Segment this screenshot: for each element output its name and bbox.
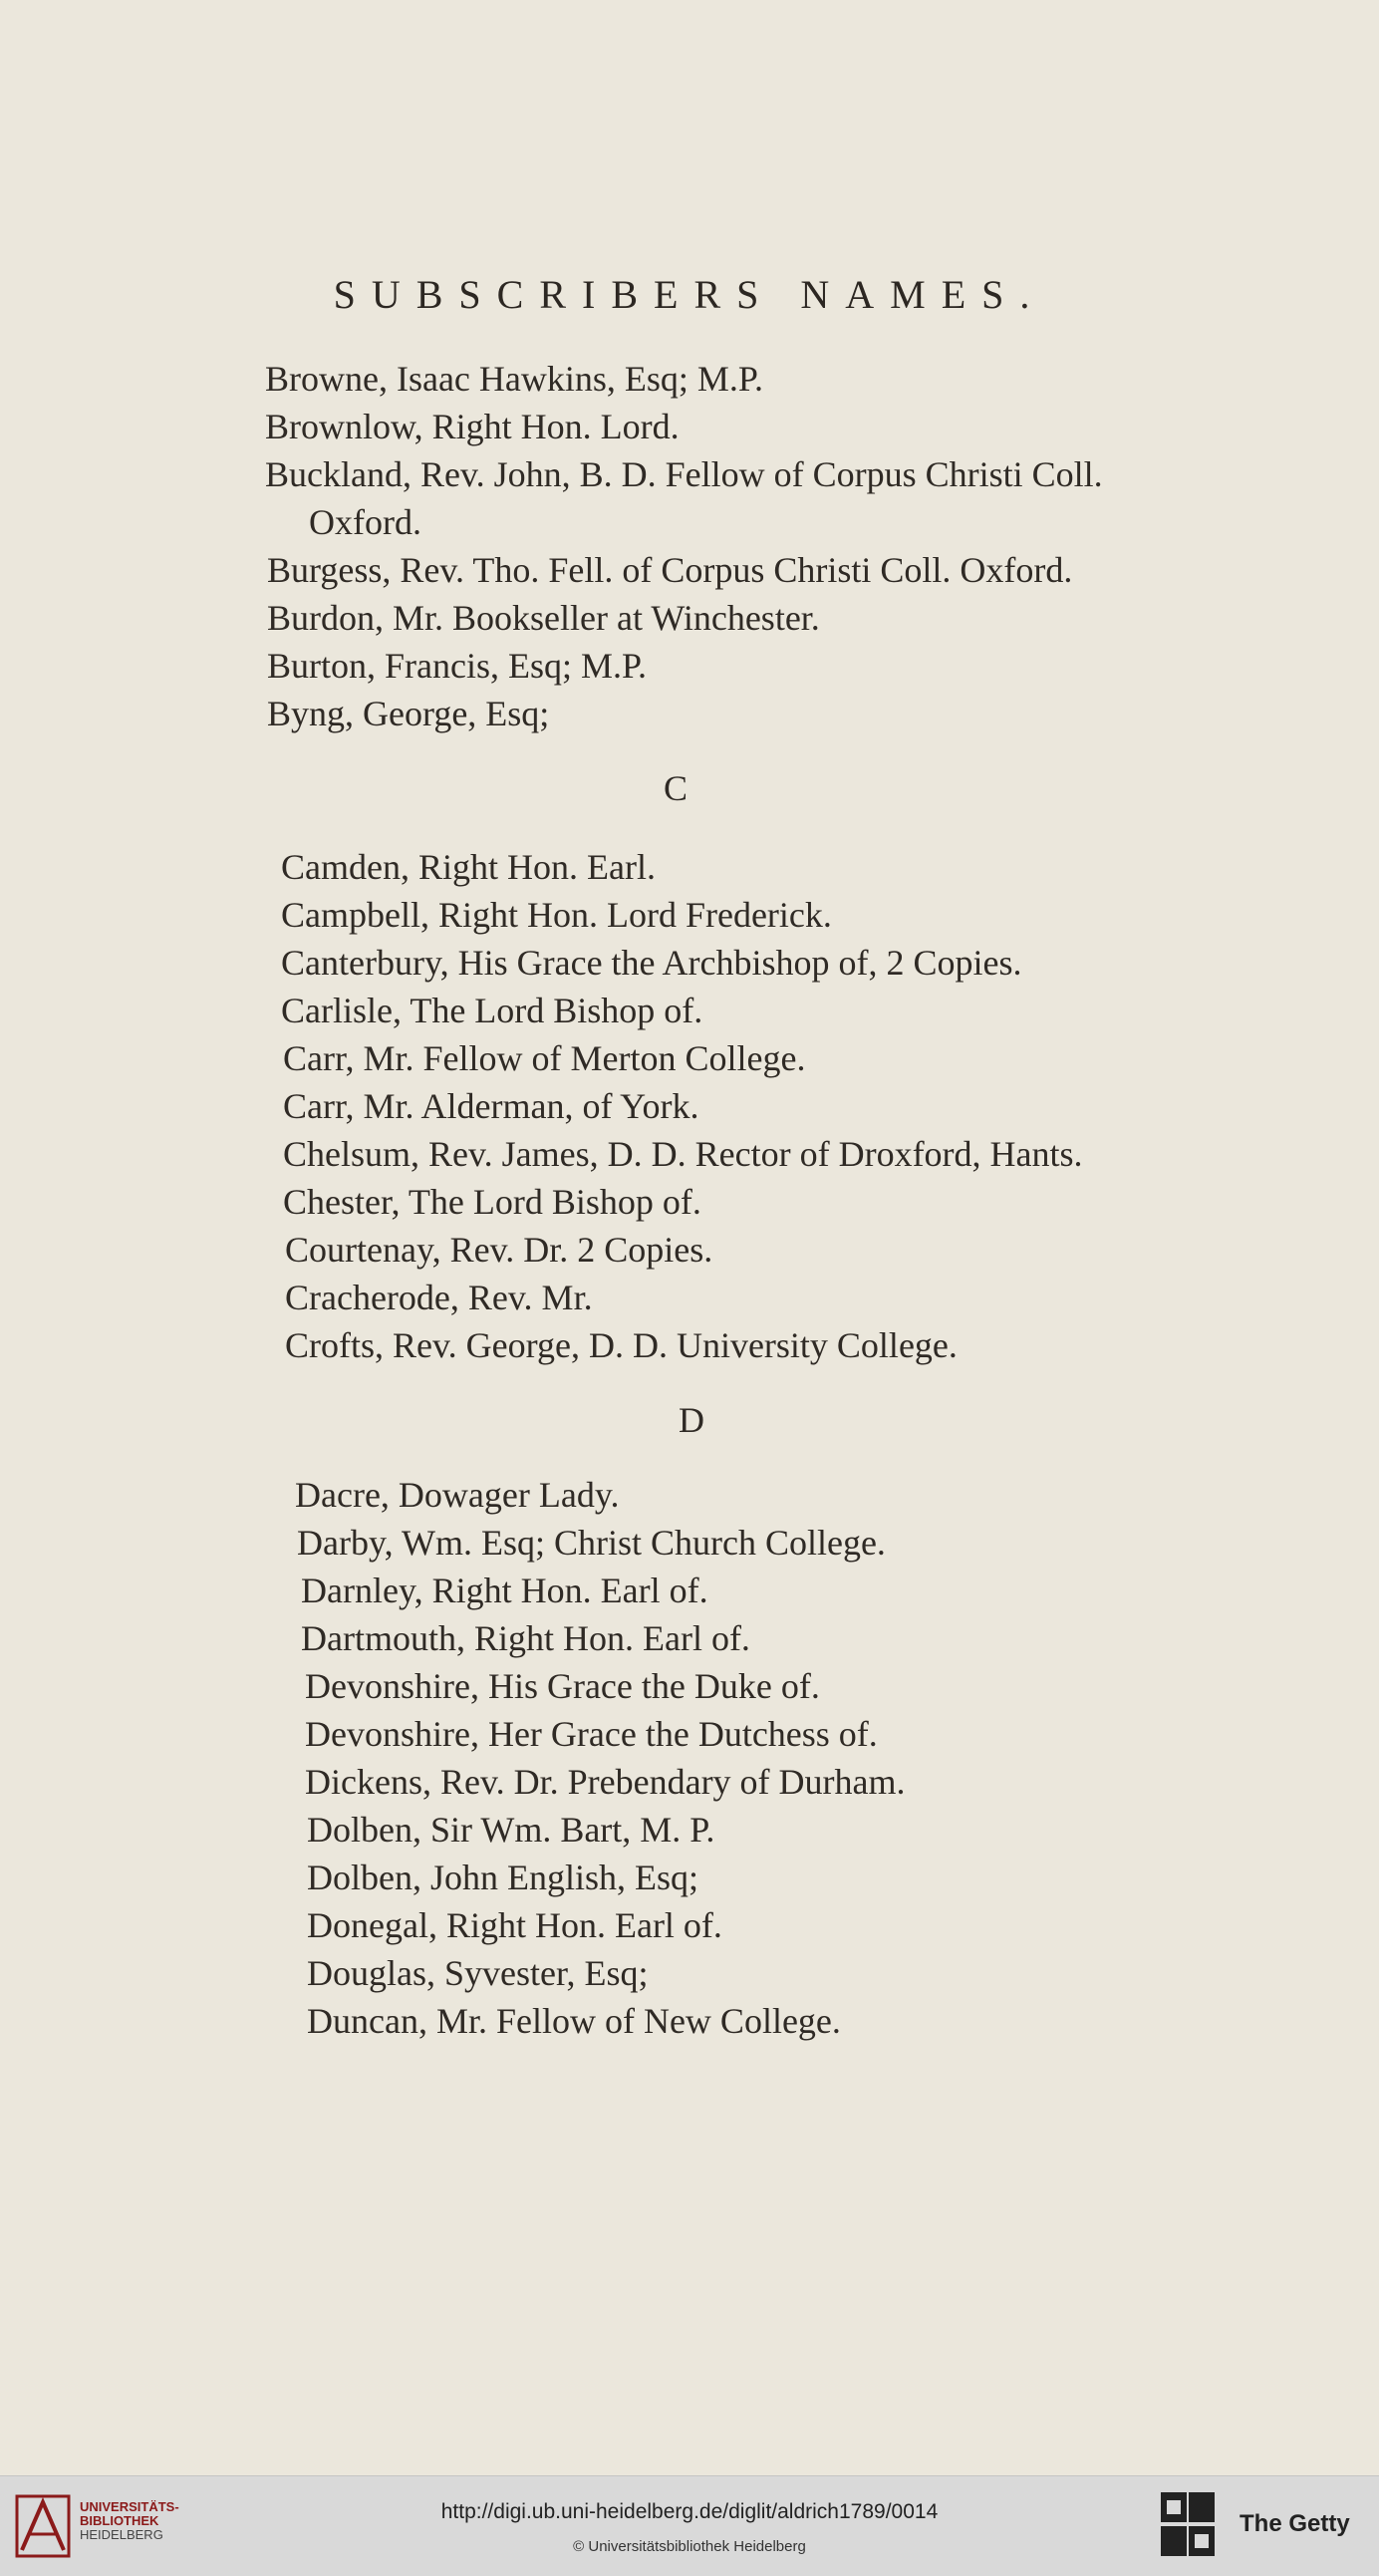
subscriber-entry: Duncan, Mr. Fellow of New College. bbox=[307, 2001, 841, 2041]
subscriber-entry: Byng, George, Esq; bbox=[267, 694, 550, 733]
subscriber-entry: Buckland, Rev. John, B. D. Fellow of Corpus Christi Coll. bbox=[265, 454, 1103, 494]
subscriber-entry: Carr, Mr. Alderman, of York. bbox=[283, 1086, 699, 1126]
subscriber-entry: Cracherode, Rev. Mr. bbox=[285, 1278, 593, 1317]
section-letter-d: D bbox=[679, 1400, 704, 1440]
getty-logo-icon bbox=[1159, 2490, 1217, 2560]
subscriber-entry-continuation: Oxford. bbox=[309, 502, 421, 542]
permalink-url[interactable]: http://digi.ub.uni-heidelberg.de/diglit/aldrich1789/0014 bbox=[440, 2500, 939, 2523]
subscriber-entry: Douglas, Syvester, Esq; bbox=[307, 1953, 649, 1993]
subscriber-entry: Dacre, Dowager Lady. bbox=[295, 1475, 620, 1515]
library-city: HEIDELBERG bbox=[80, 2527, 163, 2542]
viewer-footer bbox=[0, 2475, 1379, 2576]
subscriber-entry: Camden, Right Hon. Earl. bbox=[281, 847, 656, 887]
subscriber-entry: Devonshire, His Grace the Duke of. bbox=[305, 1666, 820, 1706]
subscriber-entry: Devonshire, Her Grace the Dutchess of. bbox=[305, 1714, 878, 1754]
copyright-text: © Universitätsbibliothek Heidelberg bbox=[573, 2538, 806, 2555]
subscriber-entry: Donegal, Right Hon. Earl of. bbox=[307, 1905, 722, 1945]
subscriber-entry: Carr, Mr. Fellow of Merton College. bbox=[283, 1038, 806, 1078]
subscriber-entry: Courtenay, Rev. Dr. 2 Copies. bbox=[285, 1230, 713, 1270]
subscriber-entry: Crofts, Rev. George, D. D. University College. bbox=[285, 1325, 958, 1365]
subscriber-entry: Canterbury, His Grace the Archbishop of, 2 Copies. bbox=[281, 943, 1022, 983]
subscriber-entry: Dartmouth, Right Hon. Earl of. bbox=[301, 1618, 750, 1658]
subscriber-entry: Chester, The Lord Bishop of. bbox=[283, 1182, 701, 1222]
library-name-line-2: BIBLIOTHEK bbox=[80, 2513, 159, 2528]
subscriber-entry: Campbell, Right Hon. Lord Frederick. bbox=[281, 895, 832, 935]
subscriber-entry: Browne, Isaac Hawkins, Esq; M.P. bbox=[265, 359, 763, 399]
subscriber-entry: Dolben, John English, Esq; bbox=[307, 1858, 698, 1897]
subscriber-entry: Burdon, Mr. Bookseller at Winchester. bbox=[267, 598, 820, 638]
page-heading: SUBSCRIBERS NAMES. bbox=[333, 272, 1046, 317]
subscriber-entry: Burgess, Rev. Tho. Fell. of Corpus Christi Coll. Oxford. bbox=[267, 550, 1073, 590]
subscriber-entry: Chelsum, Rev. James, D. D. Rector of Droxford, Hants. bbox=[283, 1134, 1083, 1174]
partner-name: The Getty bbox=[1240, 2510, 1350, 2537]
subscriber-entry: Dickens, Rev. Dr. Prebendary of Durham. bbox=[305, 1762, 906, 1802]
library-name-line-1: UNIVERSITÄTS- bbox=[80, 2499, 179, 2514]
subscriber-entry: Carlisle, The Lord Bishop of. bbox=[281, 991, 703, 1030]
subscriber-entry: Burton, Francis, Esq; M.P. bbox=[267, 646, 648, 686]
section-letter-c: C bbox=[663, 768, 688, 808]
subscriber-entry: Brownlow, Right Hon. Lord. bbox=[265, 407, 680, 446]
subscriber-entry: Darnley, Right Hon. Earl of. bbox=[301, 1571, 708, 1610]
subscriber-entry: Dolben, Sir Wm. Bart, M. P. bbox=[307, 1810, 715, 1850]
subscriber-entry: Darby, Wm. Esq; Christ Church College. bbox=[297, 1523, 886, 1563]
